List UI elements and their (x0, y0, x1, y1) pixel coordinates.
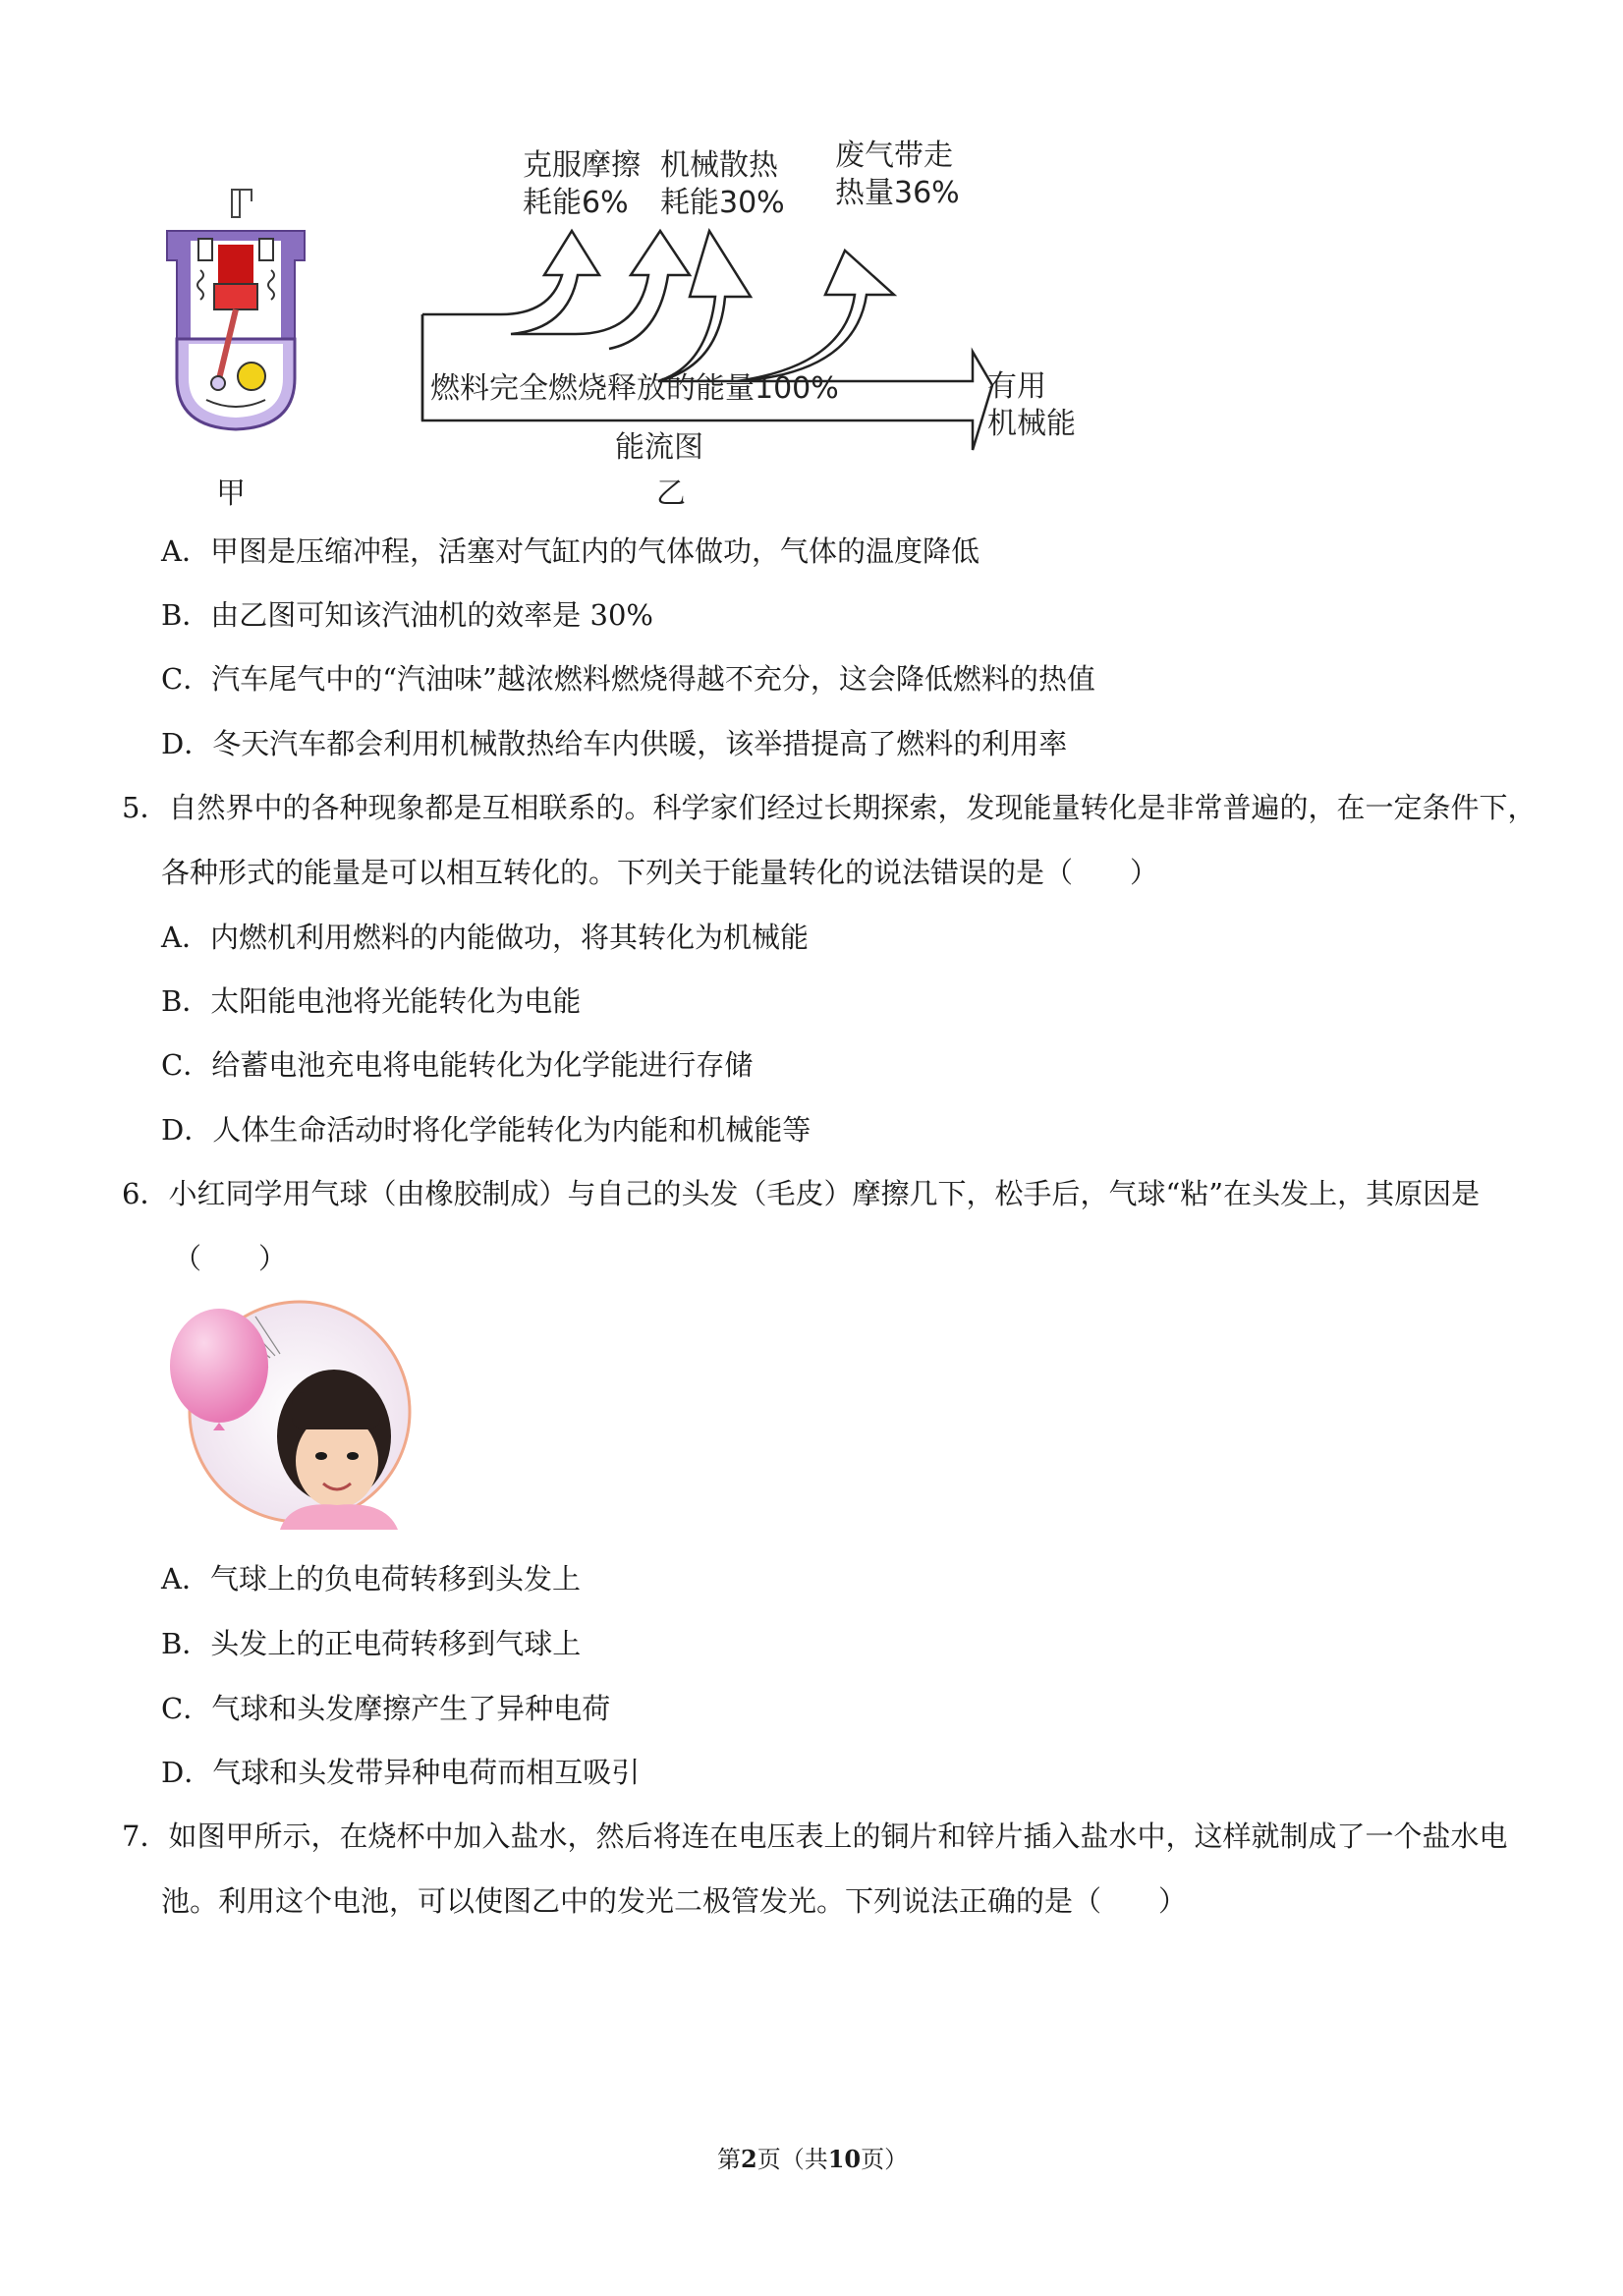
q7-stem-line1: 7．如图甲所示，在烧杯中加入盐水，然后将连在电压表上的铜片和锌片插入盐水中，这样就制成了一个盐水电 (122, 1820, 1508, 1853)
q6-stem-line1: 6．小红同学用气球（由橡胶制成）与自己的头发（毛皮）摩擦几下，松手后，气球“粘”在头发上，其原因是 (122, 1177, 1481, 1210)
figure-label-jia: 甲 (216, 476, 246, 511)
q5-option-a: A．内燃机利用燃料的内能做功，将其转化为机械能 (161, 921, 809, 954)
label-friction-loss: 克服摩擦 耗能6% (523, 148, 641, 220)
q5-stem-line1: 5．自然界中的各种现象都是互相联系的。科学家们经过长期探索，发现能量转化是非常普遍的，在一定条件下， (122, 791, 1537, 824)
footer-suffix: 页） (861, 2146, 909, 2173)
q4-option-b: B．由乙图可知该汽油机的效率是 30% (161, 598, 653, 632)
q5-option-c: C．给蓄电池充电将电能转化为化学能进行存储 (161, 1048, 754, 1082)
footer-total-pages: 10 (827, 2145, 862, 2173)
q6-option-a: A．气球上的负电荷转移到头发上 (161, 1562, 581, 1596)
engine-figure (157, 182, 314, 437)
figure-label-yi: 乙 (656, 476, 686, 511)
q5-option-b: B．太阳能电池将光能转化为电能 (161, 984, 582, 1018)
q6-option-c: C．气球和头发摩擦产生了异种电荷 (161, 1692, 611, 1725)
label-exhaust-heat-loss: 废气带走 热量36% (835, 139, 960, 210)
q5-stem-line2: 各种形式的能量是可以相互转化的。下列关于能量转化的说法错误的是（ ） (161, 856, 1159, 889)
footer-prefix: 第 (717, 2146, 741, 2173)
balloon-hair-illustration (162, 1299, 418, 1530)
page-footer (717, 2145, 908, 2174)
label-machine-heat-loss: 机械散热 耗能30% (660, 148, 785, 220)
footer-mid: 页（共 (756, 2146, 828, 2173)
q6-option-d: D．气球和头发带异种电荷而相互吸引 (161, 1756, 641, 1789)
label-useful-mechanical-energy: 有用 机械能 (987, 369, 1076, 441)
q4-option-a: A．甲图是压缩冲程，活塞对气缸内的气体做功，气体的温度降低 (161, 534, 979, 568)
q4-option-c: C．汽车尾气中的“汽油味”越浓燃料燃烧得越不充分，这会降低燃料的热值 (161, 662, 1095, 696)
q7-stem-line2: 池。利用这个电池，可以使图乙中的发光二极管发光。下列说法正确的是（ ） (161, 1884, 1188, 1918)
label-fuel-energy: 燃料完全燃烧释放的能量100% (430, 371, 839, 406)
figure-caption: 能流图 (615, 430, 703, 465)
q5-option-d: D．人体生命活动时将化学能转化为内能和机械能等 (161, 1113, 812, 1147)
q4-option-d: D．冬天汽车都会利用机械散热给车内供暖，该举措提高了燃料的利用率 (161, 727, 1068, 760)
q6-stem-line2: （ ） (173, 1242, 288, 1275)
footer-page-number: 2 (741, 2145, 757, 2173)
engine-cylinder-illustration (157, 182, 314, 437)
q6-option-b: B．头发上的正电荷转移到气球上 (161, 1627, 582, 1660)
balloon-girl-photo (162, 1299, 418, 1530)
